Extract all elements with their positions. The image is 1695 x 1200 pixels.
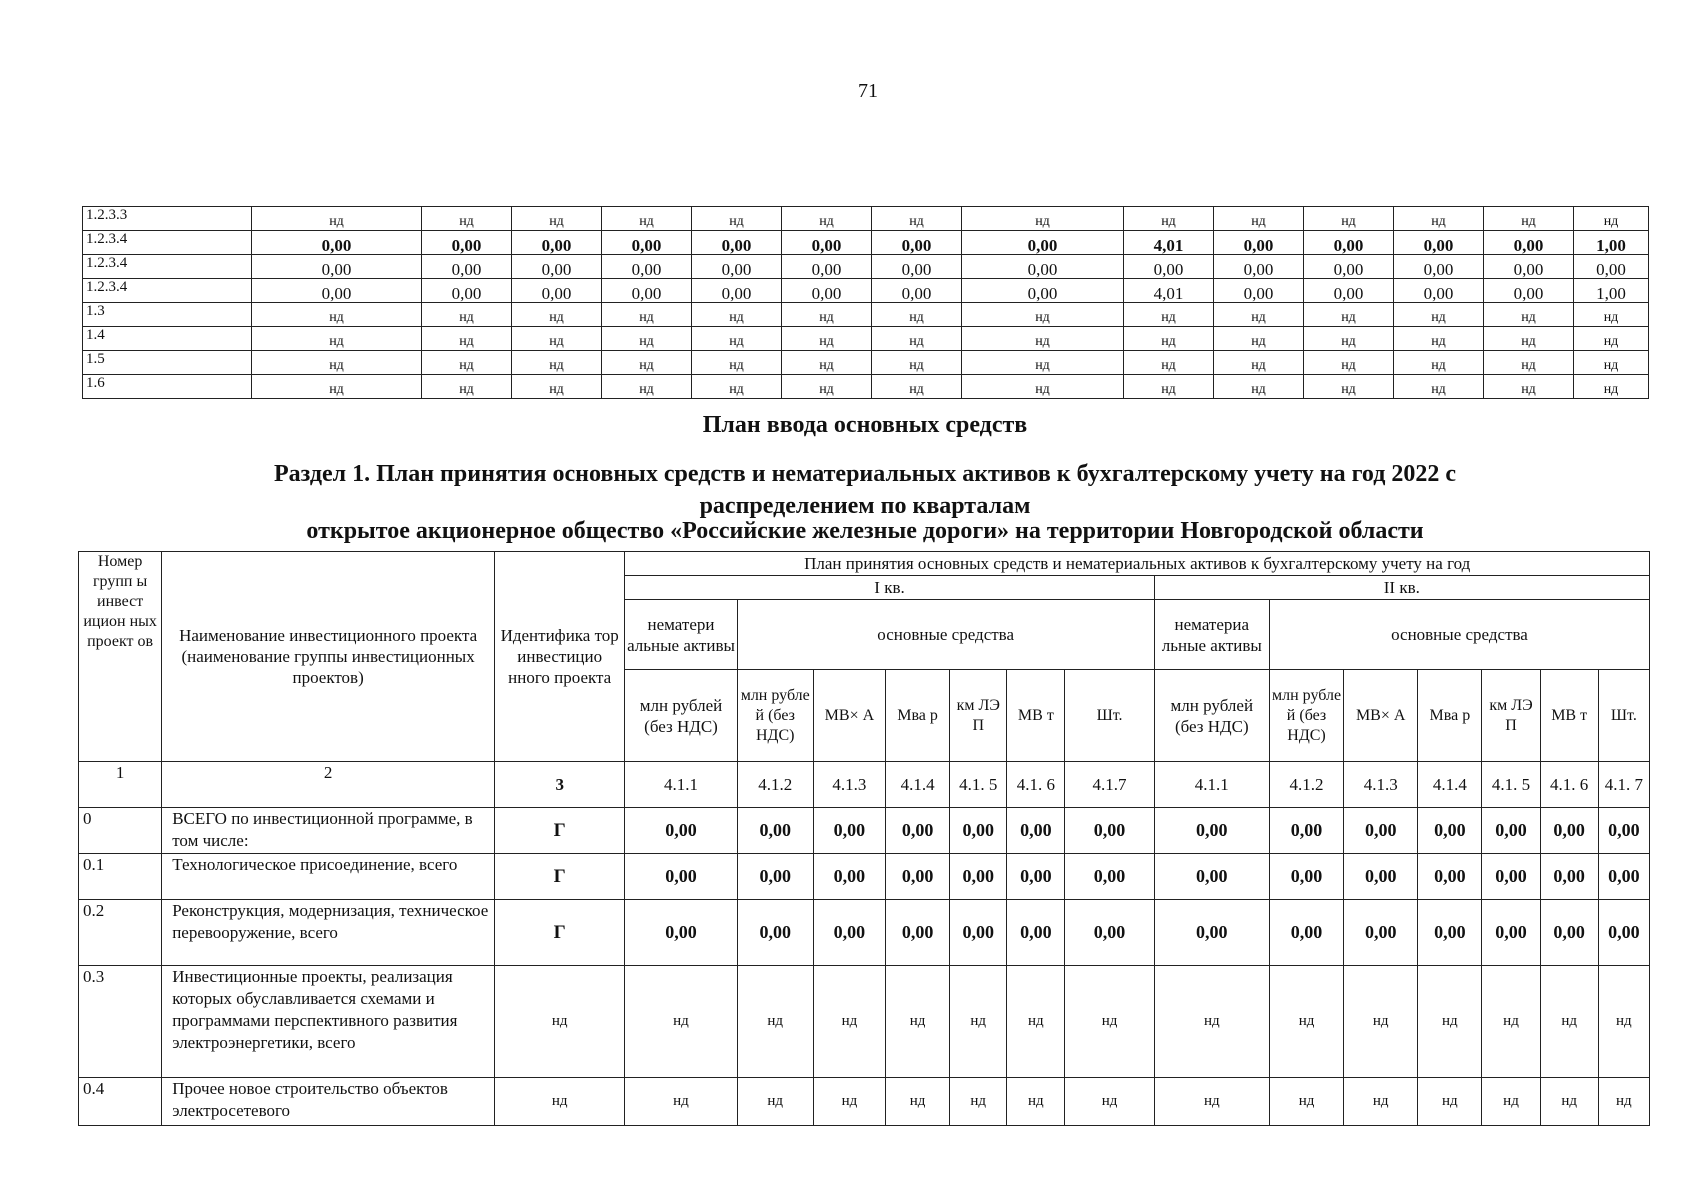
- row-identifier: нд: [495, 1078, 625, 1126]
- table-cell: 0,00: [886, 854, 950, 900]
- table-row: [83, 279, 1649, 303]
- table-cell: нд: [1304, 207, 1394, 231]
- row-project-name: ВСЕГО по инвестиционной программе, в том числе:: [162, 808, 495, 854]
- table-cell: нд: [950, 1078, 1007, 1126]
- header-unit: Шт.: [1598, 670, 1649, 762]
- column-number: 4.1.2: [1269, 762, 1343, 808]
- table-cell: 0,00: [1482, 808, 1540, 854]
- table-cell: нд: [1154, 1078, 1269, 1126]
- table-cell: нд: [1214, 375, 1304, 399]
- column-number: 4.1.3: [1344, 762, 1418, 808]
- table-cell: нд: [1344, 1078, 1418, 1126]
- table-cell: нд: [1598, 966, 1649, 1078]
- table-cell: нд: [1418, 1078, 1482, 1126]
- column-number: 4.1. 7: [1598, 762, 1649, 808]
- row-identifier: нд: [495, 966, 625, 1078]
- table-cell: нд: [602, 327, 692, 351]
- continuation-table: [82, 206, 1649, 399]
- table-cell: 0,00: [737, 854, 813, 900]
- table-cell: нд: [252, 375, 422, 399]
- row-identifier: Г: [495, 900, 625, 966]
- table-row: [83, 351, 1649, 375]
- header-unit: Шт.: [1065, 670, 1154, 762]
- table-cell: нд: [1214, 207, 1304, 231]
- table-cell: 0,00: [422, 255, 512, 279]
- table-cell: нд: [252, 207, 422, 231]
- column-number: 4.1.4: [1418, 762, 1482, 808]
- table-cell: нд: [1124, 207, 1214, 231]
- table-cell: 0,00: [512, 279, 602, 303]
- table-cell: 1,00: [1574, 279, 1649, 303]
- table-cell: 0,00: [512, 255, 602, 279]
- column-number: 4.1. 5: [950, 762, 1007, 808]
- header-group-number: Номер групп ы инвест ицион ных проект ов: [79, 552, 162, 762]
- row-identifier: Г: [495, 854, 625, 900]
- page-number: 71: [858, 80, 878, 102]
- company-line: открытое акционерное общество «Российские железные дороги» на территории Новгородской области: [306, 518, 1424, 544]
- table-cell: нд: [1540, 1078, 1598, 1126]
- header-identifier: Идентифика тор инвестицио нного проекта: [495, 552, 625, 762]
- table-row: [83, 207, 1649, 231]
- table-cell: нд: [1574, 327, 1649, 351]
- table-cell: 0,00: [1540, 854, 1598, 900]
- table-cell: 0,00: [1482, 900, 1540, 966]
- column-number: 4.1.3: [813, 762, 885, 808]
- row-project-name: Прочее новое строительство объектов электросетевого: [162, 1078, 495, 1126]
- row-number: 0.3: [79, 966, 162, 1078]
- table-cell: нд: [962, 327, 1124, 351]
- table-cell: нд: [1065, 1078, 1154, 1126]
- table-cell: 0,00: [950, 808, 1007, 854]
- table-cell: нд: [252, 327, 422, 351]
- header-unit: Мва р: [1418, 670, 1482, 762]
- table-cell: 0,00: [1394, 279, 1484, 303]
- table-cell: 0,00: [602, 255, 692, 279]
- table-cell: нд: [512, 351, 602, 375]
- table-cell: нд: [422, 207, 512, 231]
- table-row: [79, 966, 1650, 1078]
- table-cell: 0,00: [1598, 900, 1649, 966]
- table-cell: 0,00: [1304, 231, 1394, 255]
- table-cell: нд: [1484, 327, 1574, 351]
- table-cell: нд: [422, 351, 512, 375]
- table-cell: 0,00: [625, 854, 737, 900]
- table-cell: нд: [782, 375, 872, 399]
- table-cell: 0,00: [813, 808, 885, 854]
- table-cell: нд: [512, 327, 602, 351]
- row-number: 0.2: [79, 900, 162, 966]
- header-unit: млн рублей (без НДС): [625, 670, 737, 762]
- table-cell: нд: [512, 375, 602, 399]
- table-cell: 0,00: [1154, 854, 1269, 900]
- table-row: [83, 303, 1649, 327]
- table-cell: 0,00: [1007, 900, 1065, 966]
- table-cell: нд: [1598, 1078, 1649, 1126]
- table-cell: нд: [1269, 966, 1343, 1078]
- table-cell: 0,00: [692, 231, 782, 255]
- table-cell: нд: [1214, 303, 1304, 327]
- table-cell: 4,01: [1124, 231, 1214, 255]
- row-code: 1.2.3.4: [83, 255, 252, 279]
- table-cell: нд: [1394, 327, 1484, 351]
- table-cell: 0,00: [1574, 255, 1649, 279]
- table-cell: 0,00: [1418, 854, 1482, 900]
- table-cell: 0,00: [1540, 808, 1598, 854]
- header-fixed-assets-q2: основные средства: [1269, 600, 1649, 670]
- table-cell: 0,00: [1065, 900, 1154, 966]
- table-cell: 0,00: [252, 255, 422, 279]
- table-cell: нд: [1007, 1078, 1065, 1126]
- table-cell: нд: [782, 303, 872, 327]
- table-cell: нд: [737, 966, 813, 1078]
- header-fixed-assets-q1: основные средства: [737, 600, 1154, 670]
- table-cell: 0,00: [1394, 231, 1484, 255]
- table-cell: нд: [1482, 1078, 1540, 1126]
- table-cell: нд: [1484, 375, 1574, 399]
- table-cell: нд: [1304, 375, 1394, 399]
- table-cell: 0,00: [872, 255, 962, 279]
- column-number: 4.1. 6: [1007, 762, 1065, 808]
- table-row: [83, 231, 1649, 255]
- table-cell: нд: [1304, 303, 1394, 327]
- table-cell: нд: [782, 207, 872, 231]
- table-row: [79, 900, 1650, 966]
- table-cell: 0,00: [1394, 255, 1484, 279]
- table-cell: 0,00: [872, 279, 962, 303]
- table-cell: нд: [692, 375, 782, 399]
- table-cell: 0,00: [1154, 900, 1269, 966]
- table-cell: 0,00: [886, 808, 950, 854]
- header-unit: млн рубле й (без НДС): [1269, 670, 1343, 762]
- table-row: [79, 854, 1650, 900]
- column-number: 4.1.1: [625, 762, 737, 808]
- table-cell: 0,00: [950, 900, 1007, 966]
- table-cell: 0,00: [422, 231, 512, 255]
- table-cell: 0,00: [1482, 854, 1540, 900]
- header-unit: МВ т: [1540, 670, 1598, 762]
- table-cell: нд: [737, 1078, 813, 1126]
- table-cell: 0,00: [962, 255, 1124, 279]
- table-cell: нд: [602, 351, 692, 375]
- table-cell: 0,00: [625, 900, 737, 966]
- table-cell: 0,00: [1540, 900, 1598, 966]
- table-cell: 0,00: [692, 279, 782, 303]
- table-cell: нд: [692, 303, 782, 327]
- table-cell: нд: [1007, 966, 1065, 1078]
- row-code: 1.3: [83, 303, 252, 327]
- table-cell: нд: [1540, 966, 1598, 1078]
- table-cell: нд: [422, 375, 512, 399]
- table-cell: 0,00: [1124, 255, 1214, 279]
- header-unit: МВ× А: [1344, 670, 1418, 762]
- table-cell: 0,00: [1598, 854, 1649, 900]
- table-cell: нд: [950, 966, 1007, 1078]
- header-unit: млн рублей (без НДС): [1154, 670, 1269, 762]
- row-project-name: Реконструкция, модернизация, техническое перевооружение, всего: [162, 900, 495, 966]
- header-unit: км ЛЭ П: [1482, 670, 1540, 762]
- table-cell: 0,00: [1344, 900, 1418, 966]
- table-cell: 0,00: [602, 231, 692, 255]
- column-number: 4.1. 5: [1482, 762, 1540, 808]
- table-cell: нд: [625, 1078, 737, 1126]
- table-cell: нд: [872, 351, 962, 375]
- row-code: 1.6: [83, 375, 252, 399]
- header-plan-caption: План принятия основных средств и нематериальных активов к бухгалтерскому учету на год: [625, 552, 1650, 576]
- column-number: 3: [495, 762, 625, 808]
- table-cell: 0,00: [813, 854, 885, 900]
- table-cell: 0,00: [1269, 808, 1343, 854]
- table-cell: 0,00: [1214, 255, 1304, 279]
- table-cell: 0,00: [1304, 279, 1394, 303]
- column-number: 2: [162, 762, 495, 808]
- table-cell: 0,00: [1484, 255, 1574, 279]
- table-cell: нд: [1269, 1078, 1343, 1126]
- table-cell: нд: [1394, 351, 1484, 375]
- column-number: 4.1.1: [1154, 762, 1269, 808]
- header-q1: I кв.: [625, 576, 1154, 600]
- table-cell: 0,00: [1344, 808, 1418, 854]
- table-cell: нд: [1394, 375, 1484, 399]
- table-cell: нд: [1124, 303, 1214, 327]
- column-number: 4.1. 6: [1540, 762, 1598, 808]
- table-cell: нд: [692, 207, 782, 231]
- table-cell: 0,00: [1344, 854, 1418, 900]
- row-identifier: Г: [495, 808, 625, 854]
- table-row: [79, 808, 1650, 854]
- table-cell: нд: [1484, 351, 1574, 375]
- table-cell: 0,00: [782, 255, 872, 279]
- table-cell: нд: [872, 375, 962, 399]
- header-unit: МВ т: [1007, 670, 1065, 762]
- table-cell: нд: [962, 303, 1124, 327]
- header-intangible-q2: нематериа льные активы: [1154, 600, 1269, 670]
- table-row: [83, 375, 1649, 399]
- row-code: 1.2.3.3: [83, 207, 252, 231]
- table-cell: 0,00: [1214, 279, 1304, 303]
- row-number: 0.4: [79, 1078, 162, 1126]
- table-cell: нд: [252, 303, 422, 327]
- table-row: [83, 255, 1649, 279]
- table-cell: нд: [962, 375, 1124, 399]
- header-unit: млн рубле й (без НДС): [737, 670, 813, 762]
- table-cell: 0,00: [1065, 808, 1154, 854]
- column-number: 4.1.4: [886, 762, 950, 808]
- table-cell: нд: [1124, 327, 1214, 351]
- table-cell: нд: [1482, 966, 1540, 1078]
- table-cell: 0,00: [782, 279, 872, 303]
- table-cell: 0,00: [962, 231, 1124, 255]
- header-unit: МВ× А: [813, 670, 885, 762]
- column-number: 1: [79, 762, 162, 808]
- table-cell: нд: [872, 207, 962, 231]
- table-cell: нд: [1394, 207, 1484, 231]
- table-cell: нд: [1304, 327, 1394, 351]
- row-code: 1.5: [83, 351, 252, 375]
- table-cell: нд: [1418, 966, 1482, 1078]
- table-row: [83, 327, 1649, 351]
- section-title-line-2: распределением по кварталам: [699, 493, 1031, 519]
- table-cell: нд: [1574, 303, 1649, 327]
- table-cell: нд: [1484, 303, 1574, 327]
- row-number: 0.1: [79, 854, 162, 900]
- row-code: 1.4: [83, 327, 252, 351]
- table-cell: нд: [692, 327, 782, 351]
- plan-title: План ввода основных средств: [702, 412, 1028, 438]
- header-unit: Мва р: [886, 670, 950, 762]
- table-cell: нд: [872, 327, 962, 351]
- header-q2: II кв.: [1154, 576, 1649, 600]
- table-cell: нд: [1304, 351, 1394, 375]
- column-number: 4.1.7: [1065, 762, 1154, 808]
- table-cell: 0,00: [886, 900, 950, 966]
- table-cell: нд: [1214, 327, 1304, 351]
- table-cell: 0,00: [1269, 854, 1343, 900]
- table-row: [79, 1078, 1650, 1126]
- table-cell: нд: [602, 207, 692, 231]
- table-cell: 0,00: [1304, 255, 1394, 279]
- table-cell: нд: [602, 303, 692, 327]
- table-cell: нд: [886, 966, 950, 1078]
- row-project-name: Технологическое присоединение, всего: [162, 854, 495, 900]
- table-cell: 0,00: [1214, 231, 1304, 255]
- row-project-name: Инвестиционные проекты, реализация которых обуславливается схемами и программами перспективного развития электроэнергетики, всего: [162, 966, 495, 1078]
- fixed-assets-plan-table: [78, 551, 1650, 1126]
- row-code: 1.2.3.4: [83, 279, 252, 303]
- table-cell: 4,01: [1124, 279, 1214, 303]
- table-cell: нд: [1124, 375, 1214, 399]
- table-cell: нд: [1065, 966, 1154, 1078]
- table-cell: 0,00: [872, 231, 962, 255]
- table-cell: 0,00: [1598, 808, 1649, 854]
- table-cell: нд: [962, 351, 1124, 375]
- table-cell: 0,00: [252, 279, 422, 303]
- section-title: [80, 458, 1650, 522]
- table-cell: нд: [1574, 207, 1649, 231]
- table-cell: нд: [1344, 966, 1418, 1078]
- table-cell: 0,00: [1007, 854, 1065, 900]
- table-cell: нд: [886, 1078, 950, 1126]
- header-unit: км ЛЭ П: [950, 670, 1007, 762]
- table-cell: 0,00: [1418, 900, 1482, 966]
- table-cell: 0,00: [1065, 854, 1154, 900]
- table-cell: 0,00: [1484, 231, 1574, 255]
- table-cell: 0,00: [813, 900, 885, 966]
- row-number: 0: [79, 808, 162, 854]
- table-cell: нд: [625, 966, 737, 1078]
- table-cell: нд: [782, 327, 872, 351]
- table-cell: 0,00: [625, 808, 737, 854]
- table-cell: 0,00: [1007, 808, 1065, 854]
- table-cell: 0,00: [950, 854, 1007, 900]
- table-cell: 0,00: [602, 279, 692, 303]
- table-cell: нд: [1574, 375, 1649, 399]
- table-cell: нд: [1124, 351, 1214, 375]
- table-cell: нд: [1574, 351, 1649, 375]
- section-title-line-1: Раздел 1. План принятия основных средств и нематериальных активов к бухгалтерскому учету на год 2022 с: [273, 461, 1457, 487]
- table-cell: нд: [1394, 303, 1484, 327]
- table-cell: 0,00: [1154, 808, 1269, 854]
- table-cell: нд: [813, 1078, 885, 1126]
- table-cell: 0,00: [512, 231, 602, 255]
- table-cell: 0,00: [962, 279, 1124, 303]
- table-cell: нд: [962, 207, 1124, 231]
- column-number: 4.1.2: [737, 762, 813, 808]
- table-cell: нд: [252, 351, 422, 375]
- table-cell: 0,00: [692, 255, 782, 279]
- table-cell: нд: [512, 207, 602, 231]
- table-cell: нд: [512, 303, 602, 327]
- header-intangible-q1: нематери альные активы: [625, 600, 737, 670]
- table-cell: нд: [1484, 207, 1574, 231]
- table-cell: нд: [872, 303, 962, 327]
- table-cell: 0,00: [737, 808, 813, 854]
- table-cell: 0,00: [1269, 900, 1343, 966]
- table-cell: 0,00: [737, 900, 813, 966]
- table-cell: 0,00: [422, 279, 512, 303]
- table-cell: нд: [813, 966, 885, 1078]
- table-cell: нд: [782, 351, 872, 375]
- table-cell: нд: [692, 351, 782, 375]
- table-cell: нд: [1214, 351, 1304, 375]
- table-cell: нд: [602, 375, 692, 399]
- table-cell: нд: [422, 303, 512, 327]
- header-project-name: Наименование инвестиционного проекта (наименование группы инвестиционных проектов): [162, 552, 495, 762]
- table-cell: 0,00: [1418, 808, 1482, 854]
- table-cell: 0,00: [782, 231, 872, 255]
- row-code: 1.2.3.4: [83, 231, 252, 255]
- table-cell: 0,00: [1484, 279, 1574, 303]
- table-cell: нд: [422, 327, 512, 351]
- table-cell: 1,00: [1574, 231, 1649, 255]
- table-cell: 0,00: [252, 231, 422, 255]
- table-cell: нд: [1154, 966, 1269, 1078]
